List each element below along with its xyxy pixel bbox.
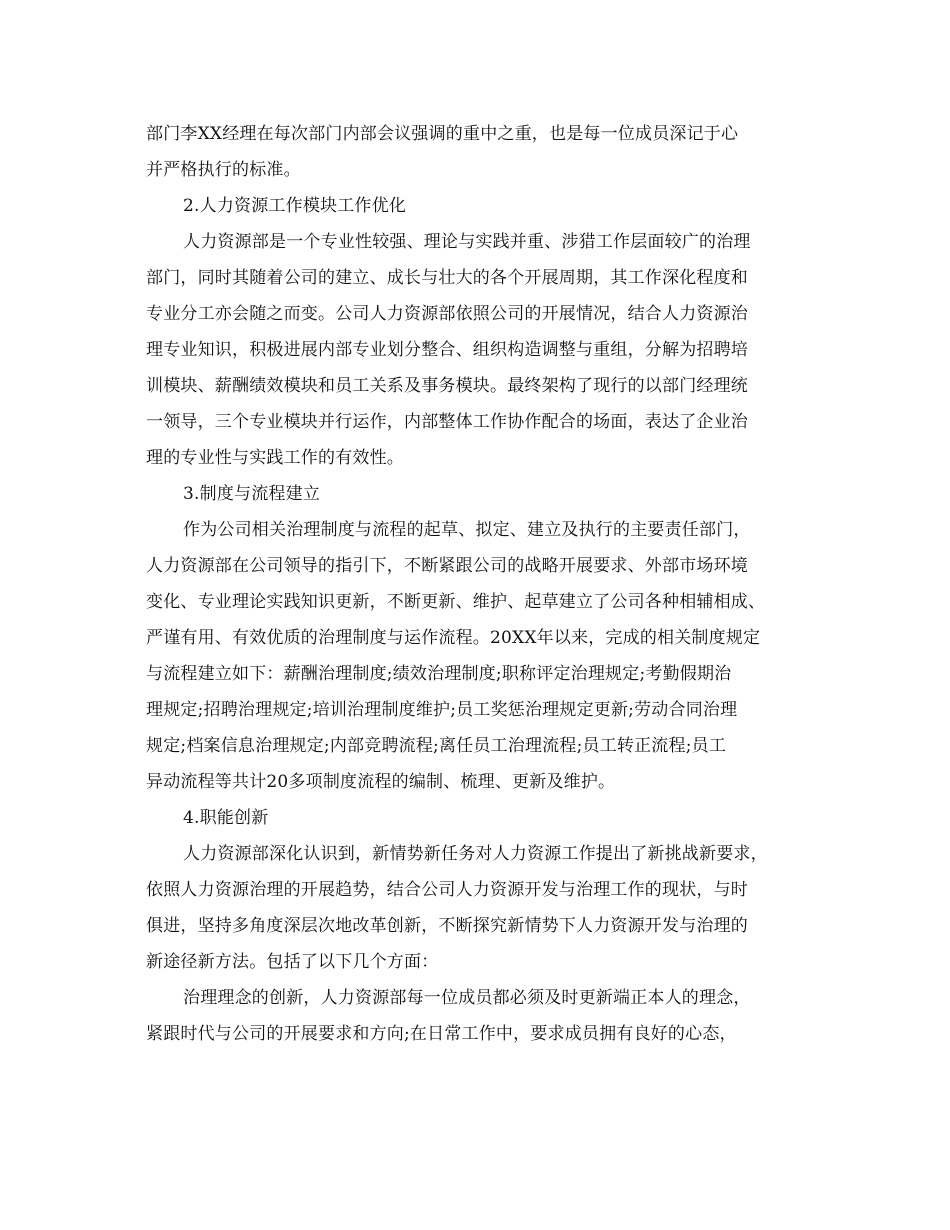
text-line: 一领导，三个专业模块并行运作，内部整体工作协作配合的场面，表达了企业治 — [146, 412, 748, 432]
text-line: 理的专业性与实践工作的有效性。 — [146, 448, 404, 468]
text-line: 治理理念的创新，人力资源部每一位成员都必须及时更新端正本人的理念， — [183, 988, 751, 1008]
text-line: 人力资源部深化认识到，新情势新任务对人力资源工作提出了新挑战新要求， — [183, 844, 768, 864]
text-line: 人力资源部在公司领导的指引下，不断紧跟公司的战略开展要求、外部市场环境 — [146, 556, 748, 576]
text-line: 部门，同时其随着公司的建立、成长与壮大的各个开展周期，其工作深化程度和 — [146, 268, 748, 288]
text-line: 与流程建立如下：薪酬治理制度;绩效治理制度;职称评定治理规定;考勤假期治 — [146, 664, 732, 684]
text-line: 规定;档案信息治理规定;内部竞聘流程;离任员工治理流程;员工转正流程;员工 — [146, 736, 727, 756]
text-line: 训模块、薪酬绩效模块和员工关系及事务模块。最终架构了现行的以部门经理统 — [146, 376, 748, 396]
text-line: 严谨有用、有效优质的治理制度与运作流程。20XX年以来，完成的相关制度规定 — [146, 628, 761, 648]
text-line: 专业分工亦会随之而变。公司人力资源部依照公司的开展情况，结合人力资源治 — [146, 304, 748, 324]
document-body — [146, 116, 816, 1052]
text-line: 俱进，坚持多角度深层次地改革创新，不断探究新情势下人力资源开发与治理的 — [146, 916, 748, 936]
text-line: 异动流程等共计20多项制度流程的编制、梳理、更新及维护。 — [146, 772, 616, 792]
text-line: 变化、专业理论实践知识更新，不断更新、维护、起草建立了公司各种相辅相成、 — [146, 592, 766, 612]
text-line: 理专业知识，积极进展内部专业划分整合、组织构造调整与重组，分解为招聘培 — [146, 340, 748, 360]
text-line: 作为公司相关治理制度与流程的起草、拟定、建立及执行的主要责任部门， — [183, 520, 751, 540]
text-line: 紧跟时代与公司的开展要求和方向;在日常工作中，要求成员拥有良好的心态， — [146, 1024, 737, 1044]
text-line: 新途径新方法。包括了以下几个方面： — [146, 952, 439, 972]
text-line: 人力资源部是一个专业性较强、理论与实践并重、涉猎工作层面较广的治理 — [183, 232, 751, 252]
text-line: 4.职能创新 — [183, 808, 269, 828]
text-line: 理规定;招聘治理规定;培训治理制度维护;员工奖惩治理规定更新;劳动合同治理 — [146, 700, 738, 720]
text-line: 依照人力资源治理的开展趋势，结合公司人力资源开发与治理工作的现状，与时 — [146, 880, 748, 900]
text-line: 部门李XX经理在每次部门内部会议强调的重中之重，也是每一位成员深记于心 — [146, 124, 739, 144]
text-line: 并严格执行的标准。 — [146, 160, 301, 180]
text-line: 3.制度与流程建立 — [183, 484, 321, 504]
text-line: 2.人力资源工作模块工作优化 — [183, 196, 407, 216]
